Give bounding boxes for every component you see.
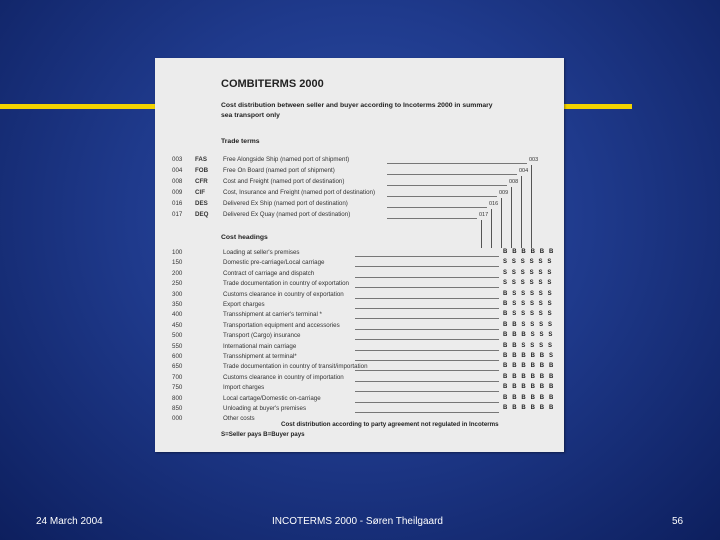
cost-code: 000 (172, 415, 183, 423)
cost-marks: S S S S S S (503, 259, 553, 266)
footer-page-number: 56 (672, 516, 684, 527)
trade-term-code: 008 (172, 178, 183, 185)
trade-term-ref: 009 (499, 190, 509, 196)
cost-code: 450 (172, 321, 183, 329)
cost-marks: B B S S S S (503, 342, 554, 349)
trade-term-code: 003 (172, 156, 183, 163)
column-connector (501, 198, 502, 248)
cost-desc: Trade documentation in country of exportation (223, 280, 350, 288)
leader-line (355, 318, 499, 319)
trade-term-desc: Free On Board (named port of shipment) (223, 167, 335, 174)
trade-term-desc: Cost, Insurance and Freight (named port of destination) (223, 189, 376, 196)
cost-marks: B B B B B B (503, 363, 555, 370)
column-connector (491, 209, 492, 248)
trade-terms-heading: Trade terms (221, 138, 260, 145)
cost-code: 750 (172, 384, 183, 392)
trade-term-code: 017 (172, 211, 183, 218)
cost-marks: B B B B B B (503, 249, 555, 255)
cost-desc: Transshipment at terminal* (223, 353, 297, 360)
leader-line (355, 256, 499, 257)
trade-term-desc: Delivered Ex Quay (named port of destination) (223, 211, 351, 218)
cost-code: 650 (172, 363, 183, 371)
cost-desc: Trade documentation in country of transit/importation (223, 363, 368, 371)
cost-marks: B S S S S S (503, 290, 554, 297)
doc-subtitle-2: sea transport only (221, 112, 280, 119)
other-costs-note: Cost distribution according to party agreement not regulated in Incoterms (281, 421, 499, 428)
leader-line (387, 218, 477, 219)
cost-code: 850 (172, 405, 183, 412)
leader-line (387, 174, 517, 175)
accent-bar-left (0, 104, 160, 109)
trade-term-code: 016 (172, 200, 183, 207)
trade-term-desc: Free Alongside Ship (named port of shipment) (223, 156, 350, 163)
cost-marks: B S S S S S (503, 311, 554, 318)
cost-marks: B B B B B S (503, 353, 555, 359)
cost-headings-heading: Cost headings (221, 234, 268, 241)
cost-code: 600 (172, 353, 183, 360)
cost-marks: B S S S S S (503, 301, 554, 307)
trade-term-code: 004 (172, 167, 183, 174)
cost-marks: B B B B B B (503, 405, 555, 411)
cost-desc: Customs clearance in country of importation (223, 373, 344, 381)
leader-line (355, 360, 499, 361)
cost-desc: Transshipment at carrier's terminal * (223, 311, 322, 319)
trade-term-abbr: DEQ (195, 211, 209, 218)
leader-line (387, 185, 507, 186)
leader-line (355, 277, 499, 278)
cost-marks: S S S S S S (503, 280, 553, 287)
cost-marks: S S S S S S (503, 269, 553, 276)
leader-line (355, 308, 499, 309)
cost-marks: B B B B B B (503, 384, 555, 391)
leader-line (387, 196, 497, 197)
cost-code: 500 (172, 332, 183, 340)
column-connector (521, 176, 522, 248)
cost-desc: Other costs (223, 415, 255, 423)
combiterms-document (155, 58, 564, 452)
leader-line (355, 339, 499, 340)
trade-term-ref: 017 (479, 212, 489, 218)
trade-term-abbr: FOB (195, 167, 209, 174)
cost-marks: B B S S S S (503, 321, 554, 328)
column-connector (481, 220, 482, 248)
cost-desc: Customs clearance in country of exportation (223, 290, 344, 298)
cost-marks: B B B B B B (503, 394, 555, 401)
cost-code: 300 (172, 290, 183, 298)
cost-desc: Loading at seller's premises (223, 249, 300, 256)
leader-line (355, 287, 499, 288)
trade-term-code: 009 (172, 189, 183, 196)
trade-term-ref: 016 (489, 201, 499, 207)
cost-desc: Import charges (223, 384, 265, 392)
trade-term-abbr: CIF (195, 189, 205, 196)
leader-line (387, 207, 487, 208)
cost-code: 350 (172, 301, 183, 308)
leader-line (355, 391, 499, 392)
cost-code: 150 (172, 259, 183, 267)
leader-line (355, 402, 499, 403)
cost-desc: International main carriage (223, 342, 297, 350)
trade-term-ref: 003 (529, 157, 539, 163)
trade-term-abbr: DES (195, 200, 208, 207)
cost-desc: Export charges (223, 301, 265, 308)
leader-line (355, 370, 499, 371)
cost-code: 800 (172, 394, 183, 402)
cost-code: 250 (172, 280, 183, 288)
trade-term-desc: Cost and Freight (named port of destination) (223, 178, 345, 185)
trade-term-ref: 004 (519, 168, 529, 174)
footer-title: INCOTERMS 2000 - Søren Theilgaard (272, 516, 443, 527)
footer-date: 24 March 2004 (36, 516, 103, 527)
leader-line (355, 381, 499, 382)
cost-code: 550 (172, 342, 183, 350)
leader-line (387, 163, 527, 164)
doc-subtitle-1: Cost distribution between seller and buyer according to Incoterms 2000 in summary (221, 102, 493, 109)
leader-line (355, 266, 499, 267)
trade-term-desc: Delivered Ex Ship (named port of destination) (223, 200, 348, 207)
column-connector (511, 187, 512, 248)
column-connector (531, 165, 532, 248)
cost-code: 400 (172, 311, 183, 319)
doc-title: COMBITERMS 2000 (221, 78, 324, 90)
cost-marks: B B B S S S (503, 332, 554, 339)
cost-desc: Local cartage/Domestic on-carriage (223, 394, 321, 402)
legend: S=Seller pays B=Buyer pays (221, 431, 305, 438)
leader-line (355, 329, 499, 330)
trade-term-abbr: CFR (195, 178, 208, 185)
cost-desc: Transport (Cargo) insurance (223, 332, 301, 340)
leader-line (355, 412, 499, 413)
accent-bar-right (560, 104, 632, 109)
leader-line (355, 298, 499, 299)
trade-term-abbr: FAS (195, 156, 208, 163)
cost-desc: Transportation equipment and accessories (223, 321, 340, 329)
cost-code: 200 (172, 269, 183, 277)
cost-code: 700 (172, 373, 183, 381)
cost-desc: Domestic pre-carriage/Local carriage (223, 259, 325, 267)
trade-term-ref: 008 (509, 179, 519, 185)
leader-line (355, 350, 499, 351)
cost-desc: Unloading at buyer's premises (223, 405, 307, 412)
cost-marks: B B B B B B (503, 373, 555, 380)
cost-code: 100 (172, 249, 183, 256)
cost-desc: Contract of carriage and dispatch (223, 269, 315, 277)
